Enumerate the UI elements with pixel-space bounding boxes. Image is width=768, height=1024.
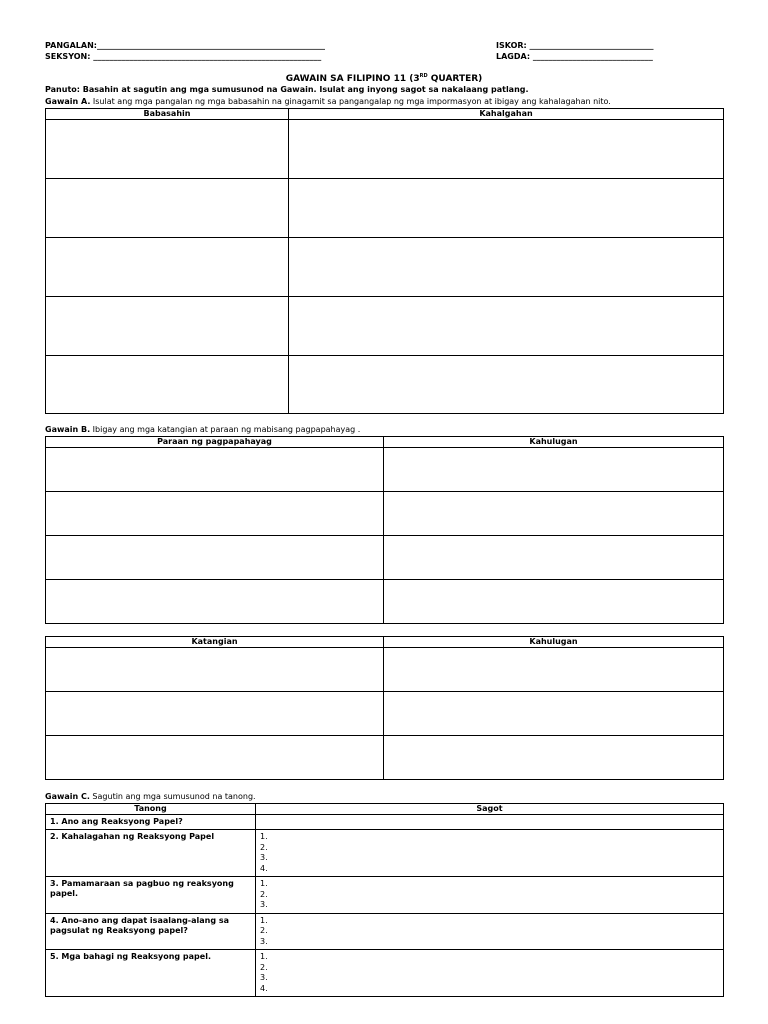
answer-line: 1. [260,832,268,841]
answer-cell[interactable] [256,913,724,950]
section-field[interactable] [45,52,321,61]
section-label: SEKSYON: [45,52,91,61]
signature-blank[interactable]: ______________________________ [532,52,653,61]
answer-line: 2. [260,842,268,852]
gawain-a-instruction [45,97,611,106]
answer-cell[interactable] [46,492,384,536]
title-tail: QUARTER) [427,74,483,84]
answer-line: 1. [260,879,268,888]
col-kahulugan: Kahulugan [384,637,724,648]
gawain-c-instruction [45,792,256,801]
answer-cell[interactable] [289,356,724,414]
answer-cell[interactable] [384,692,724,736]
answer-line: 3. [260,973,268,982]
answer-cell[interactable] [384,492,724,536]
answer-line: 1. [260,952,268,961]
section-blank[interactable]: _________________________________________________________ [93,52,322,61]
answer-line: 2. [260,962,268,972]
answer-cell[interactable] [46,356,289,414]
gawain-a-table [45,108,724,414]
table-row [46,913,724,950]
question-cell: 1. Ano ang Reaksyong Papel? [46,815,256,830]
gawain-a-col-kahalagahan: Kahalgahan [289,109,724,120]
gawain-c-label: Gawain C. [45,792,90,801]
score-field[interactable] [496,41,654,50]
answer-cell[interactable] [384,536,724,580]
signature-label: LAGDA: [496,52,531,61]
answer-cell[interactable] [289,179,724,238]
col-tanong: Tanong [46,804,256,815]
question-cell: 4. Ano-ano ang dapat isaalang-alang sa pagsulat ng Reaksyong papel? [46,913,256,950]
answer-cell[interactable] [384,736,724,780]
instructions: Panuto: Basahin at sagutin ang mga sumusunod na Gawain. Isulat ang inyong sagot sa nakalaang patlang. [45,85,529,94]
gawain-a-text: Isulat ang mga pangalan ng mga babasahin na ginagamit sa pangangalap ng mga impormasyon at ibigay ang kahalagahan nito. [90,97,611,106]
col-paraan: Paraan ng pagpapahayag [46,437,384,448]
table-row [46,877,724,914]
answer-cell[interactable] [256,877,724,914]
answer-cell[interactable] [256,815,724,830]
table-row [46,815,724,830]
answer-cell[interactable] [289,297,724,356]
col-sagot: Sagot [256,804,724,815]
gawain-c-table [45,803,724,997]
answer-line: 4. [260,983,268,993]
table-row [46,950,724,997]
col-kahulugan: Kahulugan [384,437,724,448]
answer-cell[interactable] [46,297,289,356]
name-field[interactable] [45,41,325,50]
answer-cell[interactable] [46,736,384,780]
answer-cell[interactable] [46,580,384,624]
answer-line: 3. [260,853,268,862]
gawain-b-instruction [45,425,360,434]
name-label: PANGALAN: [45,41,97,50]
answer-cell[interactable] [256,830,724,877]
gawain-b-label: Gawain B. [45,425,91,434]
question-cell: 5. Mga bahagi ng Reaksyong papel. [46,950,256,997]
signature-field[interactable] [496,52,653,61]
score-blank[interactable]: _______________________________ [529,41,654,50]
answer-cell[interactable] [384,580,724,624]
title-superscript: RD [419,73,428,79]
answer-cell[interactable] [384,648,724,692]
gawain-b-text: Ibigay ang mga katangian at paraan ng mabisang pagpapahayag . [90,425,361,434]
answer-cell[interactable] [256,950,724,997]
answer-cell[interactable] [46,692,384,736]
question-cell: 3. Pamamaraan sa pagbuo ng reaksyong papel. [46,877,256,914]
score-label: ISKOR: [496,41,527,50]
col-katangian: Katangian [46,637,384,648]
answer-line: 3. [260,936,268,946]
answer-cell[interactable] [289,238,724,297]
gawain-b-katangian-table [45,636,724,780]
gawain-a-label: Gawain A. [45,97,91,106]
answer-cell[interactable] [289,120,724,179]
answer-cell[interactable] [384,448,724,492]
title-main: GAWAIN SA FILIPINO 11 (3 [285,74,420,84]
answer-cell[interactable] [46,179,289,238]
answer-cell[interactable] [46,238,289,297]
table-row [46,830,724,877]
gawain-c-text: Sagutin ang mga sumusunod na tanong. [89,792,256,801]
answer-line: 2. [260,889,268,899]
name-blank[interactable]: _________________________________________________________ [96,41,325,50]
answer-cell[interactable] [46,448,384,492]
question-cell: 2. Kahalagahan ng Reaksyong Papel [46,830,256,877]
gawain-a-col-babasahin: Babasahin [46,109,289,120]
answer-line: 1. [260,915,268,925]
answer-line: 3. [260,900,268,909]
answer-line: 4. [260,863,268,873]
answer-line: 2. [260,926,268,935]
page-title [0,73,768,84]
gawain-b-paraan-table [45,436,724,624]
answer-cell[interactable] [46,536,384,580]
answer-cell[interactable] [46,648,384,692]
answer-cell[interactable] [46,120,289,179]
